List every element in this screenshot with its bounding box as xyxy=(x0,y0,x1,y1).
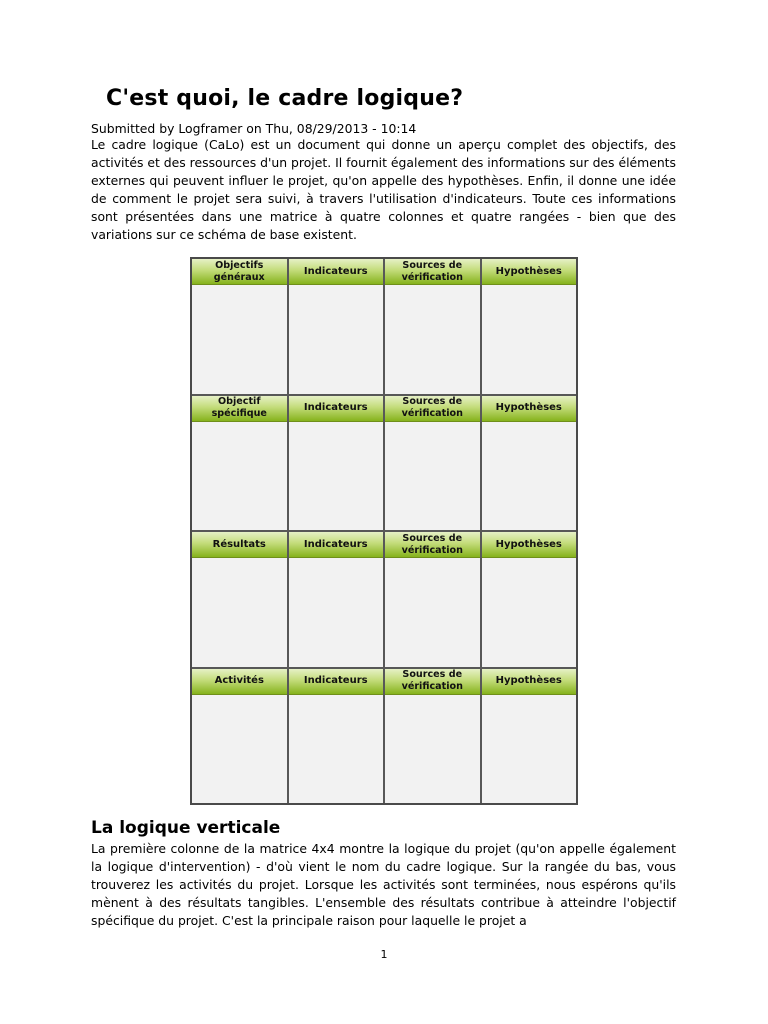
matrix-cell-body xyxy=(385,695,480,804)
matrix-cell-body xyxy=(192,285,287,394)
matrix-cell xyxy=(192,669,287,804)
matrix-header-resultats: Résultats xyxy=(192,532,287,558)
matrix-cell-body xyxy=(192,558,287,667)
matrix-header-objectifs-generaux: Objectifs généraux xyxy=(192,259,287,285)
matrix-cell-body xyxy=(482,285,577,394)
matrix-header-indicateurs: Indicateurs xyxy=(289,259,384,285)
matrix-cell-body xyxy=(385,285,480,394)
matrix-header-indicateurs: Indicateurs xyxy=(289,396,384,422)
matrix-cell-body xyxy=(192,695,287,804)
matrix-cell-body xyxy=(289,558,384,667)
section-heading: La logique verticale xyxy=(91,818,281,838)
matrix-cell xyxy=(482,532,577,667)
matrix-header-sources-de-verification: Sources de vérification xyxy=(385,669,480,695)
matrix-header-indicateurs: Indicateurs xyxy=(289,669,384,695)
matrix-cell xyxy=(385,396,480,531)
matrix-cell xyxy=(289,532,384,667)
matrix-cell-body xyxy=(289,695,384,804)
matrix-header-sources-de-verification: Sources de vérification xyxy=(385,259,480,285)
matrix-header-activites: Activités xyxy=(192,669,287,695)
matrix-cell xyxy=(192,396,287,531)
page-number: 1 xyxy=(380,948,388,961)
matrix-cell-body xyxy=(385,422,480,531)
matrix-header-indicateurs: Indicateurs xyxy=(289,532,384,558)
matrix-cell-body xyxy=(482,558,577,667)
matrix-cell-body xyxy=(482,422,577,531)
matrix-header-sources-de-verification: Sources de vérification xyxy=(385,396,480,422)
matrix-cell-body xyxy=(192,422,287,531)
matrix-cell xyxy=(482,669,577,804)
matrix-header-hypotheses: Hypothèses xyxy=(482,259,577,285)
matrix-cell xyxy=(289,259,384,394)
matrix-cell xyxy=(289,669,384,804)
matrix-cell-body xyxy=(482,695,577,804)
matrix-header-hypotheses: Hypothèses xyxy=(482,669,577,695)
matrix-cell xyxy=(482,259,577,394)
matrix-cell xyxy=(289,396,384,531)
matrix-cell xyxy=(482,396,577,531)
matrix-cell-body xyxy=(289,422,384,531)
matrix-header-hypotheses: Hypothèses xyxy=(482,532,577,558)
matrix-cell xyxy=(385,669,480,804)
intro-paragraph: Le cadre logique (CaLo) est un document qui donne un aperçu complet des objectifs, des activités et des ressources d'un projet. Il fournit également des informations sur des éléments externes qui peuvent influer le projet, qu'on appelle des hypothèses. Enfin, il donne une idée de comment le projet sera suivi, à travers l'utilisation d'indicateurs. Toute ces informations sont présentées dans une matrice à quatre colonnes et quatre rangées - bien que des variations sur ce schéma de base existent. xyxy=(91,137,676,243)
matrix-cell xyxy=(385,532,480,667)
matrix-cell xyxy=(192,259,287,394)
submitted-byline: Submitted by Logframer on Thu, 08/29/2013 - 10:14 xyxy=(91,121,417,136)
matrix-cell xyxy=(192,532,287,667)
matrix-cell xyxy=(385,259,480,394)
matrix-cell-body xyxy=(289,285,384,394)
page-title: C'est quoi, le cadre logique? xyxy=(106,86,464,111)
matrix-header-objectif-specifique: Objectif spécifique xyxy=(192,396,287,422)
logframe-matrix xyxy=(190,257,578,805)
section-paragraph: La première colonne de la matrice 4x4 montre la logique du projet (qu'on appelle également la logique d'intervention) - d'où vient le nom du cadre logique. Sur la rangée du bas, vous trouverez les activités du projet. Lorsque les activités sont terminées, nous espérons qu'ils mènent à des résultats tangibles. L'ensemble des résultats contribue à atteindre l'objectif spécifique du projet. C'est la principale raison pour laquelle le projet a xyxy=(91,841,676,929)
matrix-cell-body xyxy=(385,558,480,667)
matrix-header-hypotheses: Hypothèses xyxy=(482,396,577,422)
matrix-header-sources-de-verification: Sources de vérification xyxy=(385,532,480,558)
